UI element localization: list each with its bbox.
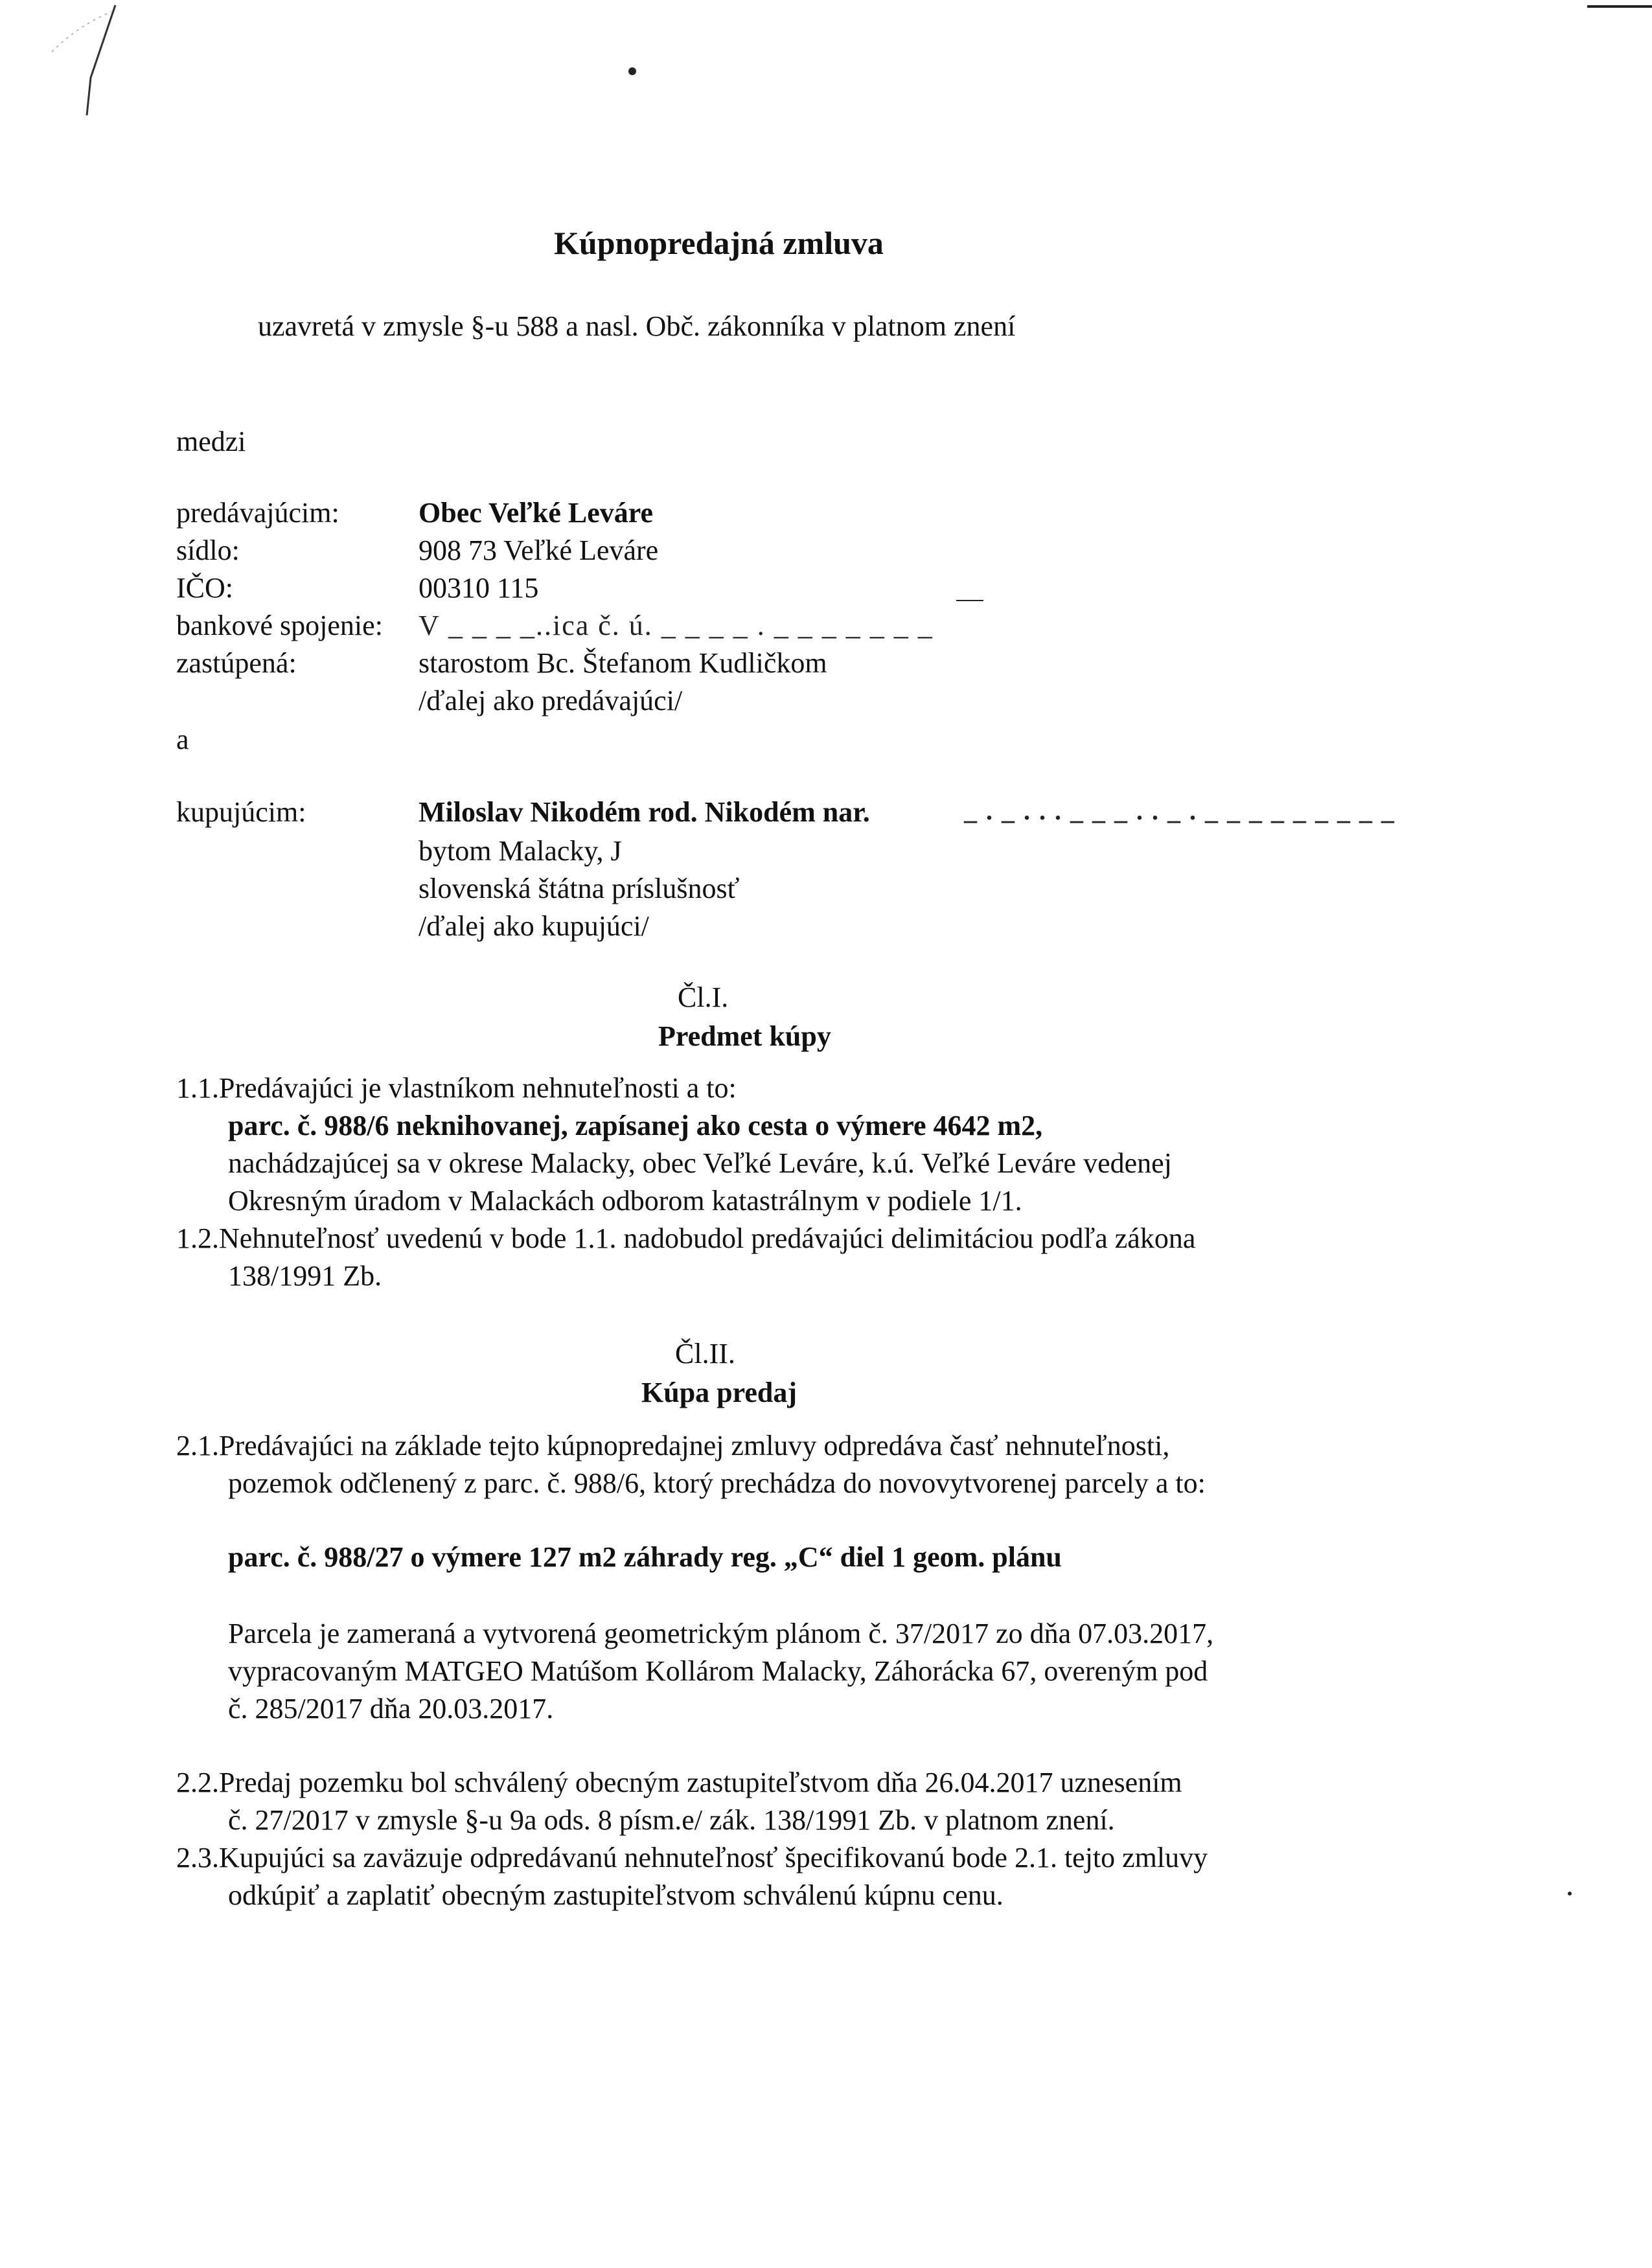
top-right-line bbox=[1587, 5, 1652, 8]
seat-label: sídlo: bbox=[176, 534, 240, 566]
para-2-1-line2: pozemok odčlenený z parc. č. 988/6, ktorý prechádza do novovytvorenej parcely a to: bbox=[228, 1467, 1206, 1499]
corner-pen-mark bbox=[39, 0, 130, 130]
article2-number: Čl.II. bbox=[675, 1338, 735, 1369]
buyer-birth-redacted: _ . _ . . . _ _ _ . . _ . _ _ _ _ _ _ _ _ _ bbox=[964, 796, 1395, 825]
para-2-3-line2: odkúpiť a zaplatiť obecným zastupiteľstvom schválenú kúpnu cenu. bbox=[228, 1879, 1004, 1911]
buyer-residence: bytom Malacky, J bbox=[419, 835, 622, 867]
para-1-1-parcel: parc. č. 988/6 neknihovanej, zapísanej ako cesta o výmere 4642 m2, bbox=[228, 1110, 1043, 1141]
document-subtitle: uzavretá v zmysle §-u 588 a nasl. Obč. zákonníka v platnom znení bbox=[258, 310, 1016, 342]
seller-label: predávajúcim: bbox=[176, 497, 339, 529]
between-label: medzi bbox=[176, 426, 246, 457]
article1-heading: Predmet kúpy bbox=[658, 1020, 831, 1052]
para-2-1-line4: Parcela je zameraná a vytvorená geometrickým plánom č. 37/2017 zo dňa 07.03.2017, bbox=[228, 1618, 1214, 1649]
para-2-3: 2.3.Kupujúci sa zaväzuje odpredávanú nehnuteľnosť špecifikovanú bode 2.1. tejto zmluvy bbox=[176, 1842, 1208, 1873]
and-label: a bbox=[176, 724, 189, 755]
para-2-1-parcel: parc. č. 988/27 o výmere 127 m2 záhrady reg. „C“ diel 1 geom. plánu bbox=[228, 1541, 1062, 1573]
para-1-1-line3: Okresným úradom v Malackách odborom katastrálnym v podiele 1/1. bbox=[228, 1185, 1022, 1217]
represented-value: starostom Bc. Štefanom Kudličkom bbox=[419, 647, 827, 679]
para-1-2: 1.2.Nehnuteľnosť uvedenú v bode 1.1. nadobudol predávajúci delimitáciou podľa zákona bbox=[176, 1222, 1196, 1254]
ico-label: IČO: bbox=[176, 572, 233, 604]
buyer-label: kupujúcim: bbox=[176, 796, 306, 828]
para-2-1-line5: vypracovaným MATGEO Matúšom Kollárom Malacky, Záhorácka 67, overeným pod bbox=[228, 1655, 1208, 1687]
para-2-2-line2: č. 27/2017 v zmysle §-u 9a ods. 8 písm.e/ zák. 138/1991 Zb. v platnom znení. bbox=[228, 1804, 1115, 1836]
seller-alias: /ďalej ako predávajúci/ bbox=[419, 685, 683, 716]
buyer-alias: /ďalej ako kupujúci/ bbox=[419, 910, 649, 942]
buyer-name: Miloslav Nikodém rod. Nikodém nar. bbox=[419, 796, 870, 828]
para-1-1-line2: nachádzajúcej sa v okrese Malacky, obec Veľké Leváre, k.ú. Veľké Leváre vedenej bbox=[228, 1147, 1172, 1179]
scan-dot bbox=[628, 67, 636, 75]
buyer-nationality: slovenská štátna príslušnosť bbox=[419, 873, 740, 904]
bank-label: bankové spojenie: bbox=[176, 610, 383, 641]
para-1-2-line2: 138/1991 Zb. bbox=[228, 1260, 382, 1292]
para-2-1: 2.1.Predávajúci na základe tejto kúpnopredajnej zmluvy odpredáva časť nehnuteľnosti, bbox=[176, 1430, 1170, 1461]
article2-heading: Kúpa predaj bbox=[641, 1377, 797, 1408]
para-2-2: 2.2.Predaj pozemku bol schválený obecným zastupiteľstvom dňa 26.04.2017 uznesením bbox=[176, 1767, 1182, 1798]
article1-number: Čl.I. bbox=[678, 981, 729, 1013]
bank-value-redacted: V _ _ _ _..ica č. ú. _ _ _ _ . _ _ _ _ _ _ _ bbox=[419, 610, 934, 641]
scan-dot-right bbox=[1568, 1892, 1572, 1896]
para-2-1-line6: č. 285/2017 dňa 20.03.2017. bbox=[228, 1693, 554, 1724]
document-title: Kúpnopredajná zmluva bbox=[554, 225, 884, 261]
para-1-1: 1.1.Predávajúci je vlastníkom nehnuteľnosti a to: bbox=[176, 1072, 737, 1104]
seller-name: Obec Veľké Leváre bbox=[419, 497, 653, 529]
ico-value: 00310 115 bbox=[419, 572, 539, 604]
seat-value: 908 73 Veľké Leváre bbox=[419, 534, 659, 566]
margin-dash bbox=[956, 600, 983, 601]
represented-label: zastúpená: bbox=[176, 647, 297, 679]
